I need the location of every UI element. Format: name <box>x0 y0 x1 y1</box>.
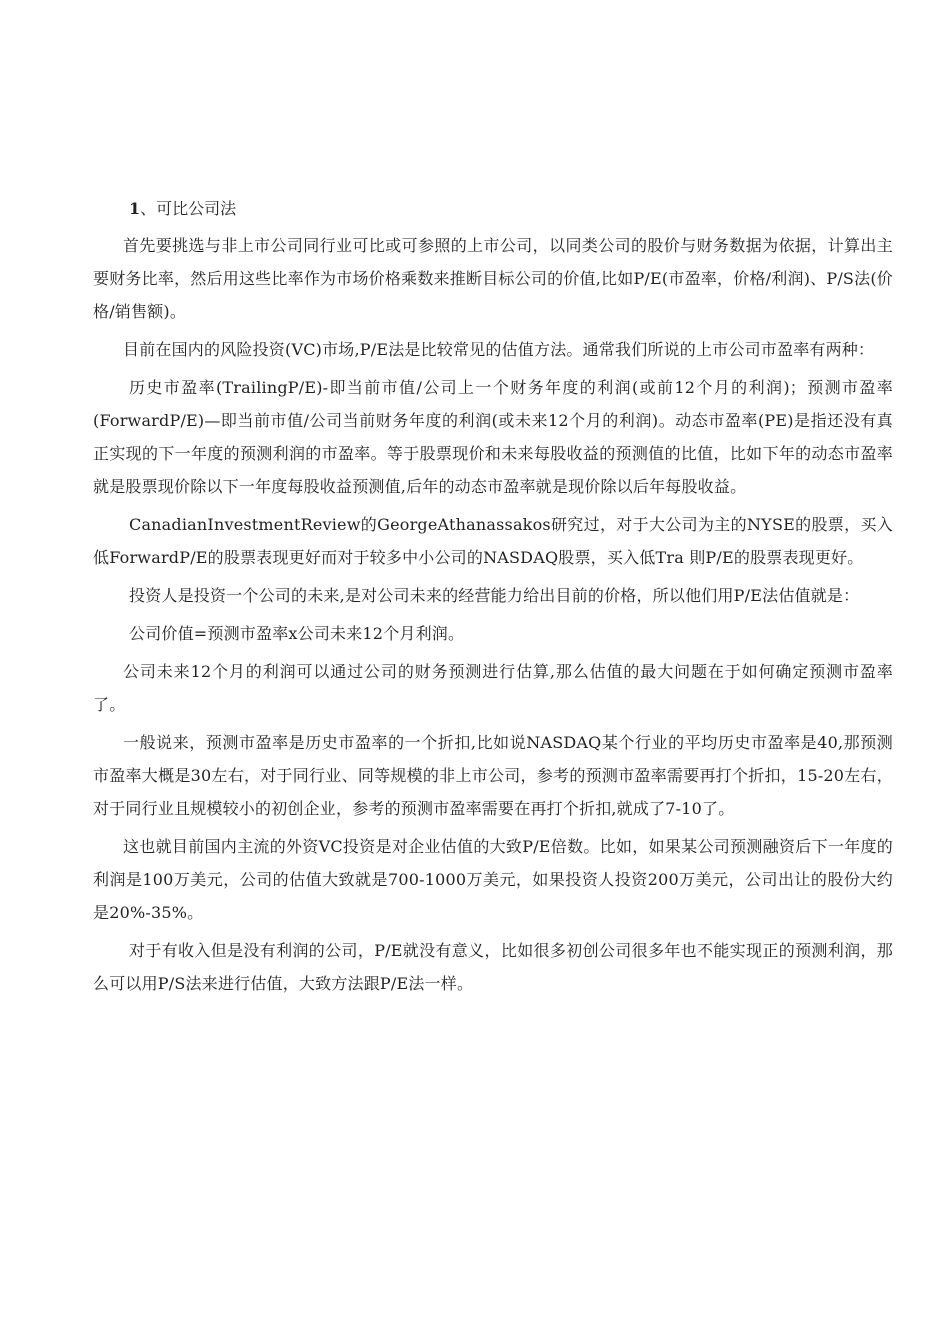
section-number: 1 <box>129 199 141 218</box>
paragraph-vc-market: 目前在国内的风险投资(VC)市场,P/E法是比较常见的估值方法。通常我们所说的上市公司市盈率有两种： <box>123 340 875 359</box>
document-page <box>93 193 893 1005</box>
paragraph-investor: 投资人是投资一个公司的未来,是对公司未来的经营能力给出目前的价格，所以他们用P/E法估值就是： <box>129 586 860 605</box>
section-heading <box>93 193 893 225</box>
paragraph-research: CanadianInvestmentReview的GeorgeAthanassakos研究过，对于大公司为主的NYSE的股票，买入低ForwardP/E的股票表现更好而对于较多中小公司的NASDAQ股票，买入低Tra 則P/E的股票表现更好。 <box>93 515 893 567</box>
section-title: 、可比公司法 <box>140 199 237 218</box>
paragraph-pe-types: 历史市盈率(TrailingP/E)-即当前市值/公司上一个财务年度的利润(或前12个月的利润)；预测市盈率(ForwardP/E)—即当前市值/公司当前财务年度的利润(或未来12个月的利润)。动态市盈率(PE)是指还没有真正实现的下一年度的预测利润的市盈率。等于股票现价和未来每股收益的预测值的比值，比如下年的动态市盈率就是股票现价除以下一年度每股收益预测值,后年的动态市盈率就是现价除以后年每股收益。 <box>93 378 893 496</box>
paragraph-formula: 公司价值=预测市盈率x公司未来12个月利润。 <box>129 624 465 643</box>
paragraph-foreign-vc: 这也就目前国内主流的外资VC投资是对企业估值的大致P/E倍数。比如，如果某公司预测融资后下一年度的利润是100万美元，公司的估值大致就是700-1000万美元，如果投资人投资200万美元，公司出让的股份大约是20%-35%。 <box>93 837 893 922</box>
paragraph-ps-method: 对于有收入但是没有利润的公司，P/E就没有意义，比如很多初创公司很多年也不能实现正的预测利润，那么可以用P/S法来进行估值，大致方法跟P/E法一样。 <box>93 941 893 993</box>
paragraph-intro: 首先要挑选与非上市公司同行业可比或可参照的上市公司，以同类公司的股价与财务数据为依据，计算出主要财务比率，然后用这些比率作为市场价格乘数来推断目标公司的价值,比如P/E(市盈率，价格/利润)、P/S法(价格/销售额)。 <box>93 236 893 321</box>
paragraph-discount: 一般说来，预测市盈率是历史市盈率的一个折扣,比如说NASDAQ某个行业的平均历史市盈率是40,那预测市盈率大概是30左右，对于同行业、同等规模的非上市公司，参考的预测市盈率需要再打个折扣，15-20左右，对于同行业且规模较小的初创企业，参考的预测市盈率需要在再打个折扣,就成了7-10了。 <box>93 733 893 818</box>
paragraph-forecast: 公司未来12个月的利润可以通过公司的财务预测进行估算,那么估值的最大问题在于如何确定预测市盈率了。 <box>93 662 893 714</box>
